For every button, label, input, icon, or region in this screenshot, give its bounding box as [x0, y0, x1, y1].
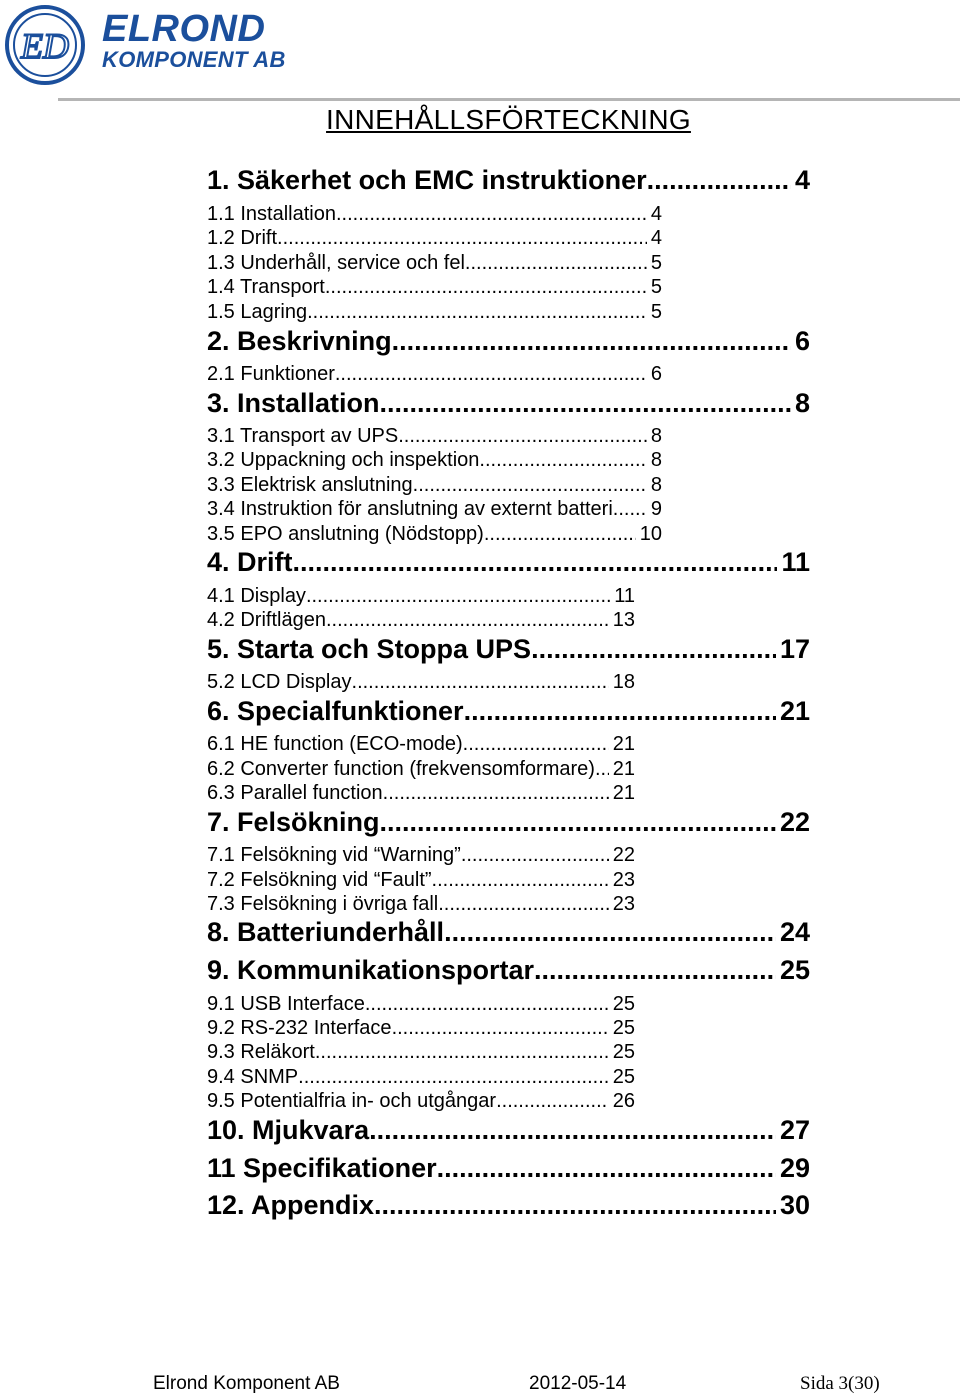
toc-entry-page: 23 — [612, 869, 635, 891]
brand-line-1: ELROND — [102, 8, 266, 50]
toc-leader — [595, 757, 609, 781]
toc-leader — [335, 362, 647, 386]
toc-entry[interactable] — [207, 1151, 810, 1185]
toc-entry-label: 3.4 Instruktion för anslutning av externt batteri — [207, 498, 613, 520]
toc-leader — [479, 448, 646, 472]
toc-entry-label: 1.3 Underhåll, service och fel — [207, 252, 465, 274]
toc-entry[interactable] — [207, 251, 662, 275]
toc-entry[interactable] — [207, 473, 662, 497]
brand-line-2: KOMPONENT AB — [102, 47, 286, 72]
toc-entry[interactable] — [207, 1188, 810, 1222]
toc-entry-page: 8 — [650, 449, 662, 471]
toc-entry-label: 9.5 Potentialfria in- och utgångar — [207, 1090, 497, 1112]
toc-entry[interactable] — [207, 226, 662, 250]
toc-entry-label: 9.3 Reläkort — [207, 1041, 315, 1063]
toc-leader — [315, 1040, 609, 1064]
toc-entry[interactable] — [207, 868, 635, 892]
toc-leader — [464, 694, 776, 728]
toc-leader — [437, 1151, 776, 1185]
toc-entry-page: 4 — [794, 165, 810, 195]
toc-entry-label: 3.3 Elektrisk anslutning — [207, 474, 413, 496]
toc-entry[interactable] — [207, 1089, 635, 1113]
toc-entry-page: 4 — [650, 203, 662, 225]
toc-entry-label: 2. Beskrivning — [207, 326, 392, 356]
toc-entry-page: 30 — [779, 1190, 810, 1220]
toc-entry-page: 29 — [779, 1153, 810, 1183]
toc-entry-label: 5.2 LCD Display — [207, 671, 352, 693]
toc-entry-label: 9.2 RS-232 Interface — [207, 1017, 392, 1039]
toc-entry-page: 21 — [612, 782, 635, 804]
toc-entry-label: 6. Specialfunktioner — [207, 696, 464, 726]
toc-leader — [369, 1113, 776, 1147]
toc-entry-page: 5 — [650, 301, 662, 323]
toc-entry-page: 21 — [612, 758, 635, 780]
toc-leader — [365, 992, 609, 1016]
toc-entry-label: 12. Appendix — [207, 1190, 375, 1220]
toc-entry-label: 7.2 Felsökning vid “Fault” — [207, 869, 432, 891]
toc-entry-label: 9. Kommunikationsportar — [207, 955, 535, 985]
toc-entry-label: 1. Säkerhet och EMC instruktioner — [207, 165, 647, 195]
toc-leader — [613, 497, 647, 521]
toc-entry-label: 7.3 Felsökning i övriga fall — [207, 893, 439, 915]
toc-entry[interactable] — [207, 632, 810, 666]
toc-entry[interactable] — [207, 670, 635, 694]
toc-entry-label: 9.1 USB Interface — [207, 993, 365, 1015]
toc-entry[interactable] — [207, 608, 635, 632]
toc-entry-label: 3.5 EPO anslutning (Nödstopp) — [207, 523, 484, 545]
toc-entry-page: 25 — [612, 993, 635, 1015]
toc-entry-label: 3. Installation — [207, 388, 380, 418]
toc-leader — [392, 1016, 609, 1040]
toc-entry[interactable] — [207, 163, 810, 197]
toc-leader — [307, 300, 647, 324]
toc-entry-page: 24 — [779, 917, 810, 947]
footer-page-number: Sida 3(30) — [800, 1373, 880, 1394]
toc-leader — [392, 324, 791, 358]
toc-entry[interactable] — [207, 1113, 810, 1147]
toc-entry-label: 6.1 HE function (ECO-mode) — [207, 733, 463, 755]
toc-leader — [325, 275, 647, 299]
toc-entry[interactable] — [207, 1065, 635, 1089]
toc-entry-page: 11 — [781, 547, 810, 577]
toc-leader — [277, 226, 647, 250]
toc-entry-page: 5 — [650, 276, 662, 298]
toc-entry-label: 7.1 Felsökning vid “Warning” — [207, 844, 461, 866]
toc-entry-label: 4.1 Display — [207, 585, 306, 607]
toc-entry-label: 6.2 Converter function (frekvensomformare) — [207, 758, 595, 780]
toc-entry-label: 7. Felsökning — [207, 807, 380, 837]
toc-entry[interactable] — [207, 522, 662, 546]
toc-entry[interactable] — [207, 953, 810, 987]
toc-entry-label: 3.2 Uppackning och inspektion — [207, 449, 480, 471]
toc-leader — [496, 1089, 609, 1113]
toc-entry[interactable] — [207, 781, 635, 805]
toc-leader — [432, 868, 609, 892]
toc-entry[interactable] — [207, 992, 635, 1016]
toc-leader — [461, 843, 609, 867]
toc-entry-page: 6 — [794, 326, 810, 356]
toc-entry-page: 9 — [650, 498, 662, 520]
toc-entry-page: 25 — [779, 955, 810, 985]
toc-leader — [398, 424, 647, 448]
toc-leader — [413, 473, 647, 497]
toc-entry-label: 11 Specifikationer — [207, 1153, 437, 1183]
toc-entry-page: 10 — [639, 523, 662, 545]
toc-leader — [380, 805, 776, 839]
toc-entry-page: 11 — [614, 585, 635, 607]
toc-entry[interactable] — [207, 324, 810, 358]
toc-entry-page: 22 — [612, 844, 635, 866]
header-divider — [58, 98, 960, 101]
toc-entry-page: 6 — [650, 363, 662, 385]
toc-entry[interactable] — [207, 915, 810, 949]
toc-entry-label: 8. Batteriunderhåll — [207, 917, 445, 947]
toc-entry-label: 6.3 Parallel function — [207, 782, 383, 804]
toc-entry[interactable] — [207, 892, 635, 916]
toc-entry[interactable] — [207, 386, 810, 420]
toc-entry-page: 26 — [612, 1090, 635, 1112]
toc-entry-label: 1.5 Lagring — [207, 301, 308, 323]
footer-date: 2012-05-14 — [529, 1373, 627, 1394]
toc-entry[interactable] — [207, 732, 635, 756]
toc-leader — [534, 953, 776, 987]
toc-leader — [336, 202, 647, 226]
toc-leader — [463, 732, 609, 756]
company-logo-icon — [4, 4, 86, 86]
toc-entry-page: 4 — [650, 227, 662, 249]
toc-entry-page: 21 — [779, 696, 810, 726]
toc-entry[interactable] — [207, 757, 635, 781]
toc-entry-label: 5. Starta och Stoppa UPS — [207, 634, 532, 664]
toc-entry-label: 10. Mjukvara — [207, 1115, 370, 1145]
toc-entry-label: 9.4 SNMP — [207, 1066, 299, 1088]
toc-leader — [465, 251, 647, 275]
toc-leader — [326, 608, 609, 632]
toc-entry-page: 23 — [612, 893, 635, 915]
toc-leader — [380, 386, 791, 420]
toc-entry[interactable] — [207, 275, 662, 299]
toc-leader — [383, 781, 609, 805]
toc-entry-page: 5 — [650, 252, 662, 274]
toc-entry-label: 4. Drift — [207, 547, 293, 577]
toc-entry-page: 25 — [612, 1066, 635, 1088]
toc-leader — [531, 632, 776, 666]
toc-entry[interactable] — [207, 448, 662, 472]
toc-entry[interactable] — [207, 694, 810, 728]
toc-leader — [484, 522, 636, 546]
toc-entry[interactable] — [207, 202, 662, 226]
toc-entry-label: 1.1 Installation — [207, 203, 336, 225]
toc-entry-page: 13 — [612, 609, 635, 631]
toc-entry-page: 8 — [650, 474, 662, 496]
toc-entry[interactable] — [207, 362, 662, 386]
footer-company: Elrond Komponent AB — [153, 1373, 340, 1394]
toc-entry-label: 3.1 Transport av UPS — [207, 425, 399, 447]
toc-entry[interactable] — [207, 805, 810, 839]
toc-entry-page: 25 — [612, 1017, 635, 1039]
toc-leader — [438, 892, 609, 916]
toc-entry-page: 25 — [612, 1041, 635, 1063]
toc-entry-page: 8 — [794, 388, 810, 418]
toc-entry[interactable] — [207, 497, 662, 521]
toc-entry-page: 21 — [612, 733, 635, 755]
toc-leader — [306, 584, 610, 608]
toc-leader — [293, 545, 778, 579]
toc-entry[interactable] — [207, 1040, 635, 1064]
toc-entry-label: 1.2 Drift — [207, 227, 278, 249]
toc-entry-label: 2.1 Funktioner — [207, 363, 335, 385]
toc-leader — [352, 670, 609, 694]
toc-entry-page: 8 — [650, 425, 662, 447]
toc-entry[interactable] — [207, 843, 635, 867]
toc-entry-page: 27 — [779, 1115, 810, 1145]
toc-entry[interactable] — [207, 1016, 635, 1040]
toc-title: INNEHÅLLSFÖRTECKNING — [326, 104, 691, 135]
toc-leader — [298, 1065, 609, 1089]
toc-entry[interactable] — [207, 584, 635, 608]
toc-entry-page: 18 — [612, 671, 635, 693]
brand-name — [102, 10, 286, 72]
toc-leader — [647, 163, 791, 197]
toc-entry-label: 4.2 Driftlägen — [207, 609, 326, 631]
toc-entry[interactable] — [207, 424, 662, 448]
toc-entry-page: 22 — [779, 807, 810, 837]
toc-entry[interactable] — [207, 545, 810, 579]
toc-entry-page: 17 — [779, 634, 810, 664]
toc-entry-label: 1.4 Transport — [207, 276, 325, 298]
logo-monogram: ED — [21, 26, 69, 66]
toc-leader — [374, 1188, 776, 1222]
toc-leader — [444, 915, 776, 949]
toc-entry[interactable] — [207, 300, 662, 324]
